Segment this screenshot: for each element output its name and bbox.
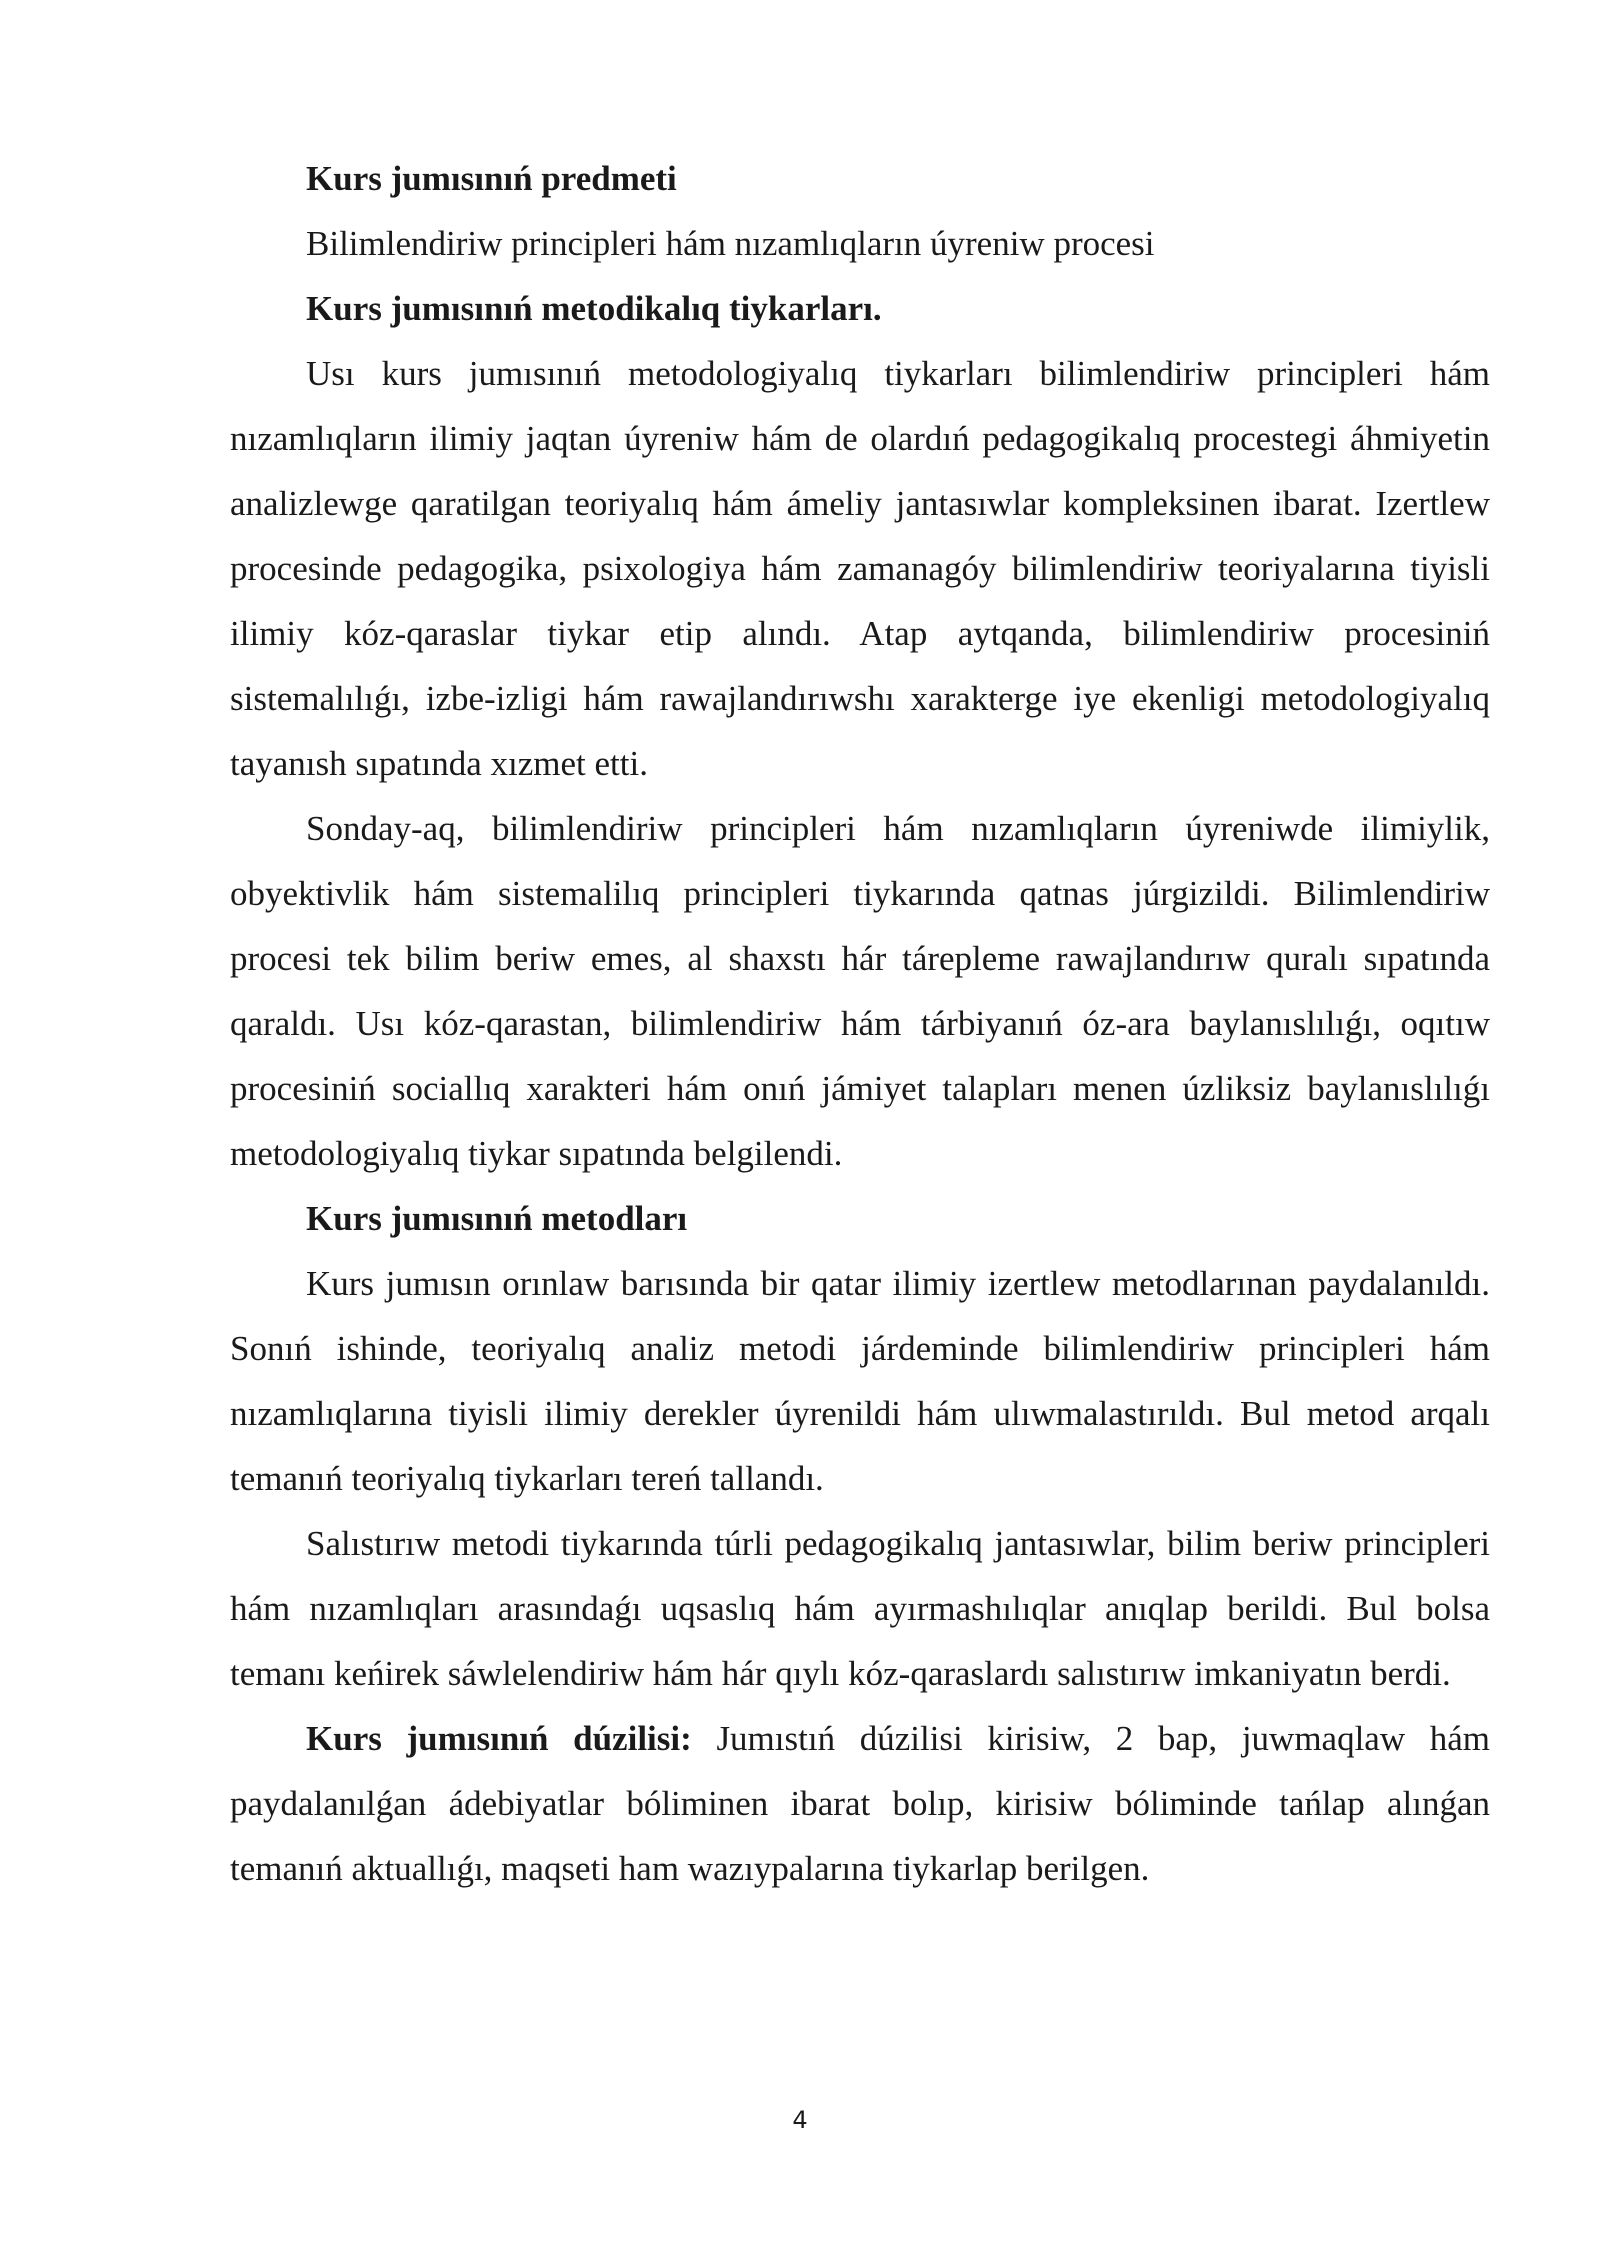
paragraph-methodological-1: Usı kurs jumısınıń metodologiyalıq tiykarları bilimlendiriw principleri hám nızamlıqların ilimiy jaqtan úyreniw hám de olardıń pedagogikalıq procestegi áhmiyetin analizlewge qaratilgan teoriyalıq hám ámeliy jantasıwlar kompleksinen ibarat. Izertlew procesinde pedagogika, psixologiya hám zamanagóy bilimlendiriw teoriyalarına tiyisli ilimiy kóz-qaraslar tiykar etip alındı. Atap aytqanda, bilimlendiriw procesiniń sistemalılıǵı, izbe-izligi hám rawajlandırıwshı xarakterge iye ekenligi metodologiyalıq tayanısh sıpatında xızmet etti.	[230, 354, 1490, 783]
paragraph-methods-2: Salıstırıw metodi tiykarında túrli pedagogikalıq jantasıwlar, bilim beriw principleri hám nızamlıqları arasındaǵı uqsaslıq hám ayırmashılıqlar anıqlap berildi. Bul bolsa temanı keńirek sáwlelendiriw hám hár qıylı kóz-qaraslardı salıstırıw imkaniyatın berdi.	[230, 1524, 1490, 1693]
paragraph-structure	[230, 1706, 1490, 1901]
structure-label: Kurs jumısınıń dúzilisi:	[306, 1719, 692, 1758]
heading-methodological: Kurs jumısınıń metodikalıq tiykarları.	[306, 289, 882, 328]
document-body	[230, 146, 1490, 1901]
subject-text: Bilimlendiriw principleri hám nızamlıqların úyreniw procesi	[306, 224, 1155, 263]
paragraph-methodological-2: Sonday-aq, bilimlendiriw principleri hám nızamlıqların úyreniwde ilimiylik, obyektivlik hám sistemalilıq principleri tiykarında qatnas júrgizildi. Bilimlendiriw procesi tek bilim beriw emes, al shaxstı hár tárepleme rawajlandırıw quralı sıpatında qaraldı. Usı kóz-qarastan, bilimlendiriw hám tárbiyanıń óz-ara baylanıslılıǵı, oqıtıw procesiniń sociallıq xarakteri hám onıń jámiyet talapları menen úzliksiz baylanıslılıǵı metodologiyalıq tiykar sıpatında belgilendi.	[230, 809, 1490, 1173]
paragraph-methods-1: Kurs jumısın orınlaw barısında bir qatar ilimiy izertlew metodlarınan paydalanıldı. Sonıń ishinde, teoriyalıq analiz metodi járdeminde bilimlendiriw principleri hám nızamlıqlarına tiyisli ilimiy derekler úyrenildi hám ulıwmalastırıldı. Bul metod arqalı temanıń teoriyalıq tiykarları tereń tallandı.	[230, 1264, 1490, 1498]
heading-methods: Kurs jumısınıń metodları	[306, 1199, 688, 1238]
heading-subject: Kurs jumısınıń predmeti	[306, 159, 677, 198]
structure-text: Jumıstıń dúzilisi kirisiw, 2 bap, juwmaqlaw hám paydalanılǵan ádebiyatlar bóliminen ibarat bolıp, kirisiw bóliminde tańlap alınǵan temanıń aktuallıǵı, maqseti ham wazıypalarına tiykarlap berilgen.	[230, 1719, 1491, 1888]
page-number: 4	[792, 2106, 808, 2134]
